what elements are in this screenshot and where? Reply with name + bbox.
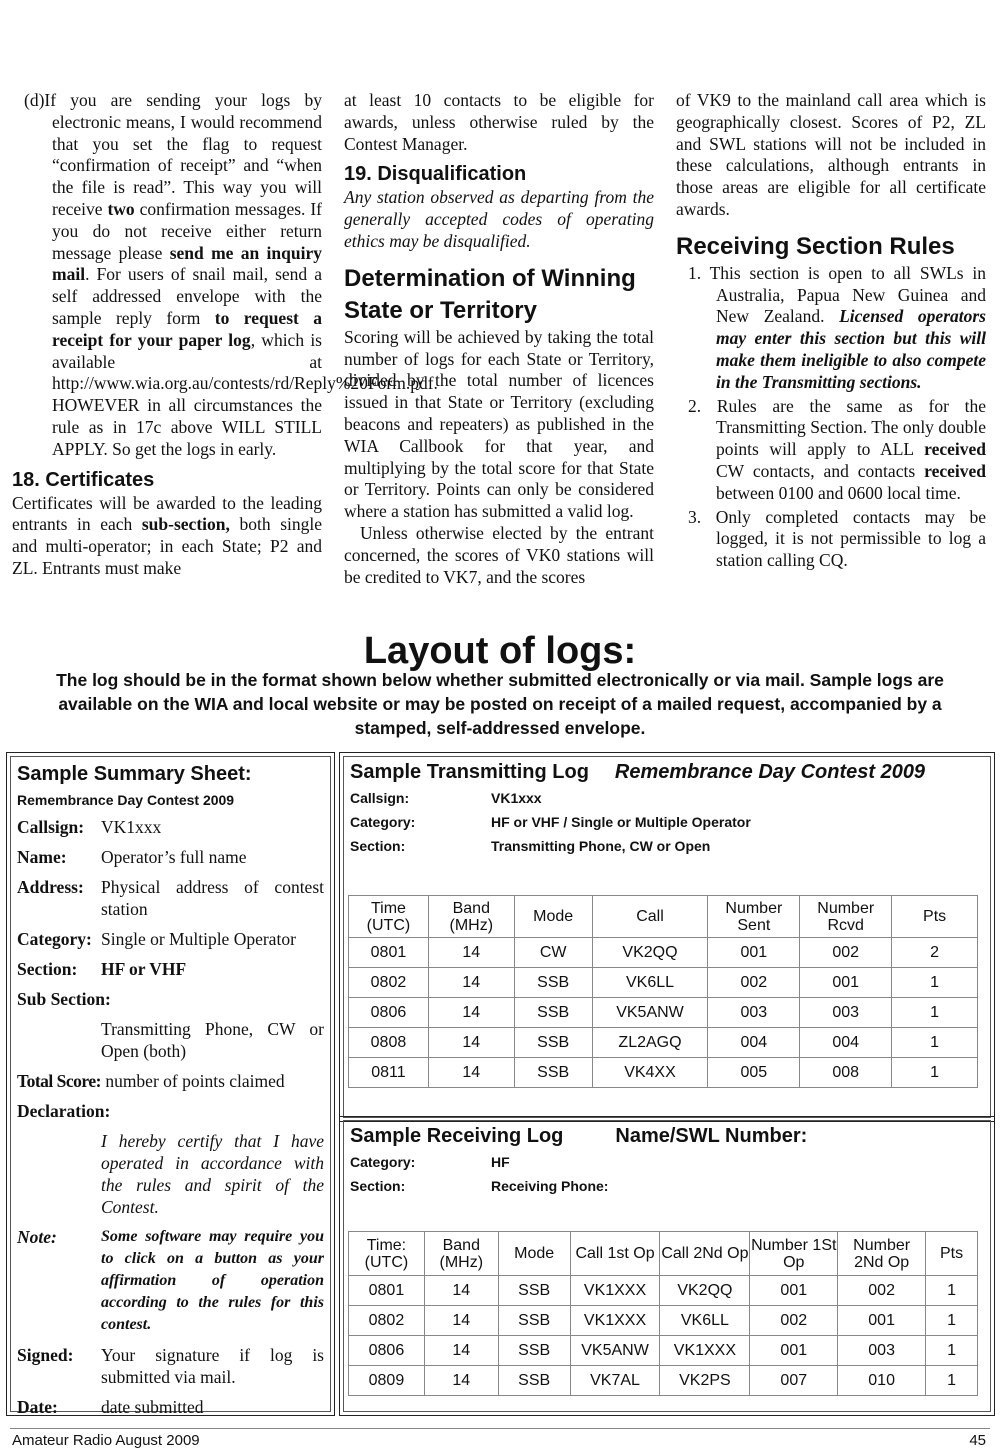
label: Address: [17,877,84,897]
value: Operator’s full name [101,847,247,867]
table-cell: 14 [428,968,514,998]
table-cell: VK6LL [592,968,708,998]
table-cell: 002 [708,968,800,998]
col-header: Pts [926,1232,978,1276]
col-header: Pts [892,896,978,938]
table-row [349,1336,978,1366]
col-header: Mode [514,896,592,938]
transmitting-log-table [348,895,978,1088]
table-row [349,1366,978,1396]
col-header: Number 2Nd Op [838,1232,926,1276]
label: Section: [17,959,78,979]
table-cell: 0809 [349,1366,425,1396]
column-3 [676,90,986,572]
table-cell: 005 [708,1058,800,1088]
table-cell: VK2PS [660,1366,750,1396]
table-row [349,1306,978,1336]
summary-name [17,846,324,868]
table-cell: 14 [424,1306,498,1336]
col-header: Number Rcvd [800,896,892,938]
table-cell: 001 [838,1306,926,1336]
text: two [107,198,135,219]
table-cell: 0801 [349,938,429,968]
table-cell: SSB [498,1336,570,1366]
text: sub-section, [141,514,230,535]
table-cell: SSB [514,1028,592,1058]
rule-1 [676,263,986,394]
text: Certificates will be awarded to the leading entrants in each [12,492,322,535]
receiving-log-table [348,1231,978,1396]
col-header: Band (MHz) [428,896,514,938]
text: received [924,460,986,481]
layout-title: Layout of logs: [363,630,637,672]
summary-subsection-value: Transmitting Phone, CW or Open (both) [101,1019,324,1061]
receiving-log-box [339,1116,995,1416]
table-cell: 14 [428,1028,514,1058]
paragraph-disqualification: Any station observed as departing from the generally accepted codes of operating ethics may be disqualified. [344,187,654,251]
value: Your signature if log is submitted via mail. [101,1345,324,1387]
summary-category [17,928,324,950]
col-header: Time: (UTC) [349,1232,425,1276]
table-cell: 0806 [349,1336,425,1366]
table-cell: 14 [428,998,514,1028]
col-header: Time (UTC) [349,896,429,938]
text: to request a receipt for your paper log [52,307,322,350]
value: HF [491,1154,510,1170]
text: Remembrance Day Contest 2009 [614,761,926,783]
column-2 [344,90,654,588]
table-cell: CW [514,938,592,968]
footer-left: Amateur Radio August 2009 [12,1432,200,1449]
table-cell: 010 [838,1366,926,1396]
table-header-row [349,1232,978,1276]
table-cell: SSB [514,968,592,998]
table-row [349,998,978,1028]
table-cell: ZL2AGQ [592,1028,708,1058]
summary-sheet-box [6,752,335,1416]
table-cell: 001 [708,938,800,968]
table-cell: 004 [800,1028,892,1058]
footer-rule [10,1428,990,1429]
table-cell: 003 [838,1336,926,1366]
table-cell: 14 [424,1366,498,1396]
label: Total Score: [17,1071,101,1091]
table-cell: VK5ANW [570,1336,660,1366]
table-row [349,1276,978,1306]
summary-note [17,1226,324,1336]
value: HF or VHF / Single or Multiple Operator [491,814,751,830]
table-cell: 002 [750,1306,838,1336]
table-cell: 001 [750,1336,838,1366]
text: 1. This section is open to all SWLs in Australia, Papua New Guinea and New Zealand. [688,262,986,327]
tx-callsign [350,790,990,806]
table-cell: 1 [926,1306,978,1336]
tx-category [350,814,990,830]
table-cell: 1 [892,1058,978,1088]
table-cell: 004 [708,1028,800,1058]
tx-section [350,838,990,854]
table-cell: 003 [708,998,800,1028]
table-row [349,968,978,998]
col-header: Band (MHz) [424,1232,498,1276]
table-cell: 0801 [349,1276,425,1306]
value: VK1xxx [491,790,542,806]
summary-contest: Remembrance Day Contest 2009 [17,792,235,808]
value: Receiving Phone: [491,1178,609,1194]
text: Name/SWL Number: [615,1125,808,1147]
heading-certificates: 18. Certificates [12,468,155,491]
table-cell: 001 [750,1276,838,1306]
value: HF or VHF [101,959,187,979]
table-cell: 0802 [349,968,429,998]
text: 2. Rules are the same as for the Transmitting Section. The only double points will apply to ALL [688,395,986,460]
summary-signed [17,1344,324,1388]
table-cell: 0811 [349,1058,429,1088]
table-cell: SSB [498,1276,570,1306]
table-cell: 1 [926,1276,978,1306]
paragraph-determination-1: Scoring will be achieved by taking the total number of logs for each State or Territory, divided by the total number of licences issued in that State or Territory (excluding beacons and repeaters) as published in the WIA Callbook for that year, and multiplying by the total score for that State or Territory. Points can only be considered where a station has submitted a valid log. [344,326,654,522]
summary-subsection-label: Sub Section: [17,989,111,1009]
table-cell: VK4XX [592,1058,708,1088]
table-cell: VK5ANW [592,998,708,1028]
table-cell: 0808 [349,1028,429,1058]
table-cell: 0806 [349,998,429,1028]
table-row [349,938,978,968]
table-cell: 14 [428,938,514,968]
table-cell: 1 [926,1336,978,1366]
table-cell: 002 [838,1276,926,1306]
table-header-row [349,896,978,938]
table-cell: 14 [428,1058,514,1088]
paragraph-determination-2: Unless otherwise elected by the entrant concerned, the scores of VK0 stations will be credited to VK7, and the scores [344,522,654,587]
value: Some software may require you to click on a button as your affirmation of operation according to the rules for this contest. [101,1228,324,1333]
table-cell: VK2QQ [660,1276,750,1306]
paragraph-continued: of VK9 to the mainland call area which is geographically closest. Scores of P2, ZL and SWL stations will not be included in these calculations, although entrants in those areas are eligible for all certificate awards. [676,90,986,219]
text: received [924,439,986,460]
col-header: Number 1St Op [750,1232,838,1276]
col-header: Call [592,896,708,938]
rx-section [350,1178,990,1194]
label: Section: [350,1178,406,1194]
table-cell: VK1XXX [660,1336,750,1366]
table-cell: SSB [498,1306,570,1336]
text: Sample Receiving Log [350,1125,564,1147]
transmitting-log-title [344,757,990,784]
text: , which is available at http://www.wia.org.au/contests/rd/Reply%20Form.pdf. HOWEVER in all circumstances the rule as in 17c above WILL STILL APPLY. So get the logs in early. [52,329,438,459]
label: Section: [350,838,406,854]
table-cell: VK6LL [660,1306,750,1336]
col-header: Number Sent [708,896,800,938]
value: date submitted [101,1397,204,1417]
summary-declaration-label: Declaration: [17,1101,111,1121]
text: confirmation messages. If you do not receive either return message please [52,198,322,263]
paragraph-continued: at least 10 contacts to be eligible for awards, unless otherwise ruled by the Contest Manager. [344,90,654,154]
text: send me an inquiry mail [52,242,323,285]
table-cell: 001 [800,968,892,998]
transmitting-log-box [339,752,995,1122]
table-row [349,1028,978,1058]
label: Callsign: [350,790,410,806]
value: VK1xxx [101,817,162,837]
table-cell: VK1XXX [570,1276,660,1306]
summary-callsign [17,816,324,838]
rule-2 [676,396,986,505]
table-cell: 1 [892,1028,978,1058]
label: Note: [17,1227,57,1247]
label: Date: [17,1397,58,1417]
table-cell: 002 [800,938,892,968]
text: . For users of snail mail, send a self addressed envelope with the sample reply form [52,264,322,328]
table-cell: 1 [926,1366,978,1396]
table-cell: VK1XXX [570,1306,660,1336]
col-header: Call 1st Op [570,1232,660,1276]
table-cell: SSB [514,998,592,1028]
paragraph-certificates [12,493,322,580]
label: Category: [350,1154,416,1170]
summary-declaration-value: I hereby certify that I have operated in accordance with the rules and spirit of the Contest. [101,1131,324,1217]
footer-page-number: 45 [969,1432,986,1449]
text: Licensed operators may enter this section but this will make them ineligible to also compete in the Transmitting sections. [716,306,986,392]
heading-disqualification: 19. Disqualification [344,163,527,186]
table-cell: 007 [750,1366,838,1396]
value: Physical address of contest station [101,877,324,919]
table-cell: 008 [800,1058,892,1088]
table-cell: VK2QQ [592,938,708,968]
table-cell: 0802 [349,1306,425,1336]
col-header: Mode [498,1232,570,1276]
rx-category [350,1154,990,1170]
table-cell: 1 [892,998,978,1028]
rule-3: 3. Only completed contacts may be logged, it is not permissible to log a station calling CQ. [688,506,986,571]
label: Category: [350,814,416,830]
col-header: Call 2Nd Op [660,1232,750,1276]
value: Transmitting Phone, CW or Open [491,838,711,854]
table-cell: 14 [424,1336,498,1366]
table-cell: SSB [514,1058,592,1088]
text: CW contacts, and contacts [716,460,925,481]
summary-title: Sample Summary Sheet: [17,763,252,785]
summary-section [17,958,324,980]
summary-date [17,1396,324,1418]
table-cell: VK7AL [570,1366,660,1396]
label: Category: [17,929,92,949]
table-cell: SSB [498,1366,570,1396]
value: Single or Multiple Operator [101,929,296,949]
text: Sample Transmitting Log [350,761,589,783]
receiving-log-title [344,1121,990,1148]
summary-sheet-inner [10,756,331,1417]
heading-receiving-rules: Receiving Section Rules [676,232,955,260]
label: Signed: [17,1345,74,1365]
table-cell: 003 [800,998,892,1028]
summary-total-score [17,1070,324,1092]
table-cell: 1 [892,968,978,998]
text: both single and multi-operator; in each State; P2 and ZL. Entrants must make [12,514,322,578]
label: Callsign: [17,817,85,837]
layout-description: The log should be in the format shown below whether submitted electronically or via mail. Sample logs are available on the WIA and local website or may be posted on receipt of a mailed request, accompanied by a stamped, self-addressed envelope. [56,670,944,738]
text: between 0100 and 0600 local time. [716,482,961,503]
summary-address [17,876,324,920]
value: number of points claimed [105,1071,285,1091]
table-cell: 14 [424,1276,498,1306]
heading-determination: Determination of Winning State or Territory [344,264,636,324]
text: (d)If you are sending your logs by electronic means, I would recommend that you set the flag to request “confirmation of receipt” and “when the file is read”. This way you will receive [24,90,322,219]
table-row [349,1058,978,1088]
table-cell: 2 [892,938,978,968]
label: Name: [17,847,67,867]
